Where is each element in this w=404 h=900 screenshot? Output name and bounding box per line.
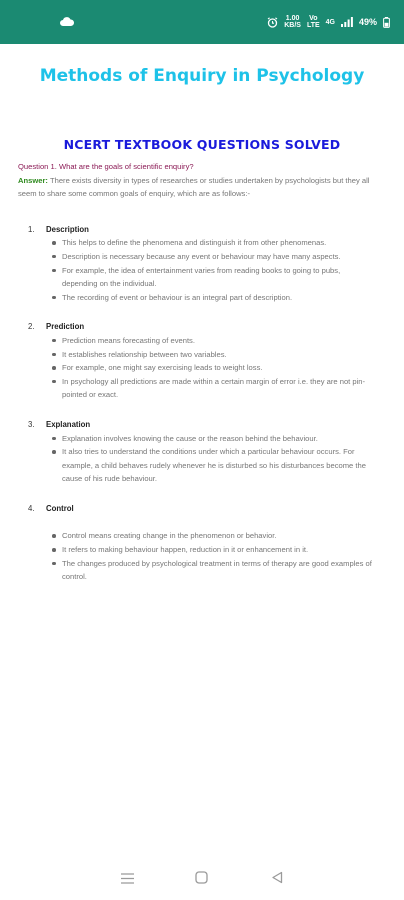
- answer-block: [18, 174, 376, 201]
- bullet-list: [52, 334, 376, 402]
- topic-title: [18, 502, 376, 516]
- home-square-icon: [195, 871, 208, 889]
- speed-unit: KB/S: [284, 22, 301, 29]
- bullet-list: [52, 432, 376, 486]
- topic-heading: Explanation: [46, 419, 91, 429]
- topic-number: 4.: [28, 503, 35, 513]
- bullet-list: [52, 529, 376, 583]
- list-item: For example, one might say exercising leads to weight loss.: [52, 361, 376, 375]
- article-content: [18, 160, 376, 584]
- topic-title: [18, 320, 376, 334]
- topic-number: 2.: [28, 322, 35, 332]
- topic-heading: Control: [46, 503, 74, 513]
- list-item: Description is necessary because any event or behaviour may have many aspects.: [52, 250, 376, 264]
- list-item: This helps to define the phenomena and distinguish it from other phenomenas.: [52, 236, 376, 250]
- list-item: In psychology all predictions are made within a certain margin of error i.e. they are not pin-pointed or exact.: [52, 375, 376, 402]
- volte-top: Vo: [309, 15, 318, 22]
- signal-icon: [341, 17, 353, 27]
- question-text: Question 1. What are the goals of scientific enquiry?: [18, 162, 194, 171]
- page-title: Methods of Enquiry in Psychology: [39, 66, 365, 86]
- menu-button[interactable]: [117, 870, 137, 890]
- topic-number: 1.: [28, 224, 35, 234]
- list-item: It establishes relationship between two variables.: [52, 348, 376, 362]
- topic-title: [18, 418, 376, 432]
- home-button[interactable]: [192, 870, 212, 890]
- network-type: 4G: [325, 18, 335, 26]
- bullet-list: [52, 236, 376, 304]
- status-left: [60, 13, 74, 31]
- topic-title: [18, 223, 376, 237]
- answer-label: Answer:: [18, 175, 48, 185]
- alarm-icon: [267, 17, 278, 28]
- list-item: For example, the idea of entertainment varies from reading books to going to pubs, depending on the individual.: [52, 264, 376, 291]
- topic-heading: Prediction: [46, 322, 85, 332]
- network-speed: [284, 15, 301, 29]
- topic-description: [18, 223, 376, 305]
- topic-number: 3.: [28, 419, 35, 429]
- list-item: Prediction means forecasting of events.: [52, 334, 376, 348]
- volte-indicator: [307, 15, 320, 29]
- speed-value: 1.00: [285, 15, 300, 22]
- list-item: It also tries to understand the conditions under which a particular behaviour occurs. For example, a child behaves rudely whenever he is disturbed so his disturbances become the cause of his rude behaviour.: [52, 445, 376, 486]
- list-item: It refers to making behaviour happen, reduction in it or enhancement in it.: [52, 543, 376, 557]
- section-heading: NCERT TEXTBOOK QUESTIONS SOLVED: [63, 137, 341, 152]
- list-item: The recording of event or behaviour is an integral part of description.: [52, 291, 376, 305]
- cloud-icon: [60, 13, 74, 31]
- back-triangle-icon: [271, 871, 283, 889]
- topic-prediction: [18, 320, 376, 402]
- topic-control: [18, 502, 376, 584]
- list-item: Explanation involves knowing the cause or the reason behind the behaviour.: [52, 432, 376, 446]
- topic-explanation: [18, 418, 376, 486]
- battery-percent: 49%: [358, 17, 377, 27]
- list-item: The changes produced by psychological treatment in terms of therapy are good examples of control.: [52, 557, 376, 584]
- battery-icon: [383, 17, 390, 28]
- back-button[interactable]: [267, 870, 287, 890]
- status-right: [267, 15, 390, 29]
- navigation-bar: [0, 860, 404, 900]
- menu-icon: [121, 871, 134, 889]
- topic-heading: Description: [46, 224, 89, 234]
- answer-text: There exists diversity in types of researches or studies undertaken by psychologists but they all seem to share some common goals of enquiry, which are as follows:-: [18, 175, 370, 199]
- list-item: Control means creating change in the phenomenon or behavior.: [52, 529, 376, 543]
- status-bar: [0, 0, 404, 44]
- volte-bottom: LTE: [306, 22, 320, 29]
